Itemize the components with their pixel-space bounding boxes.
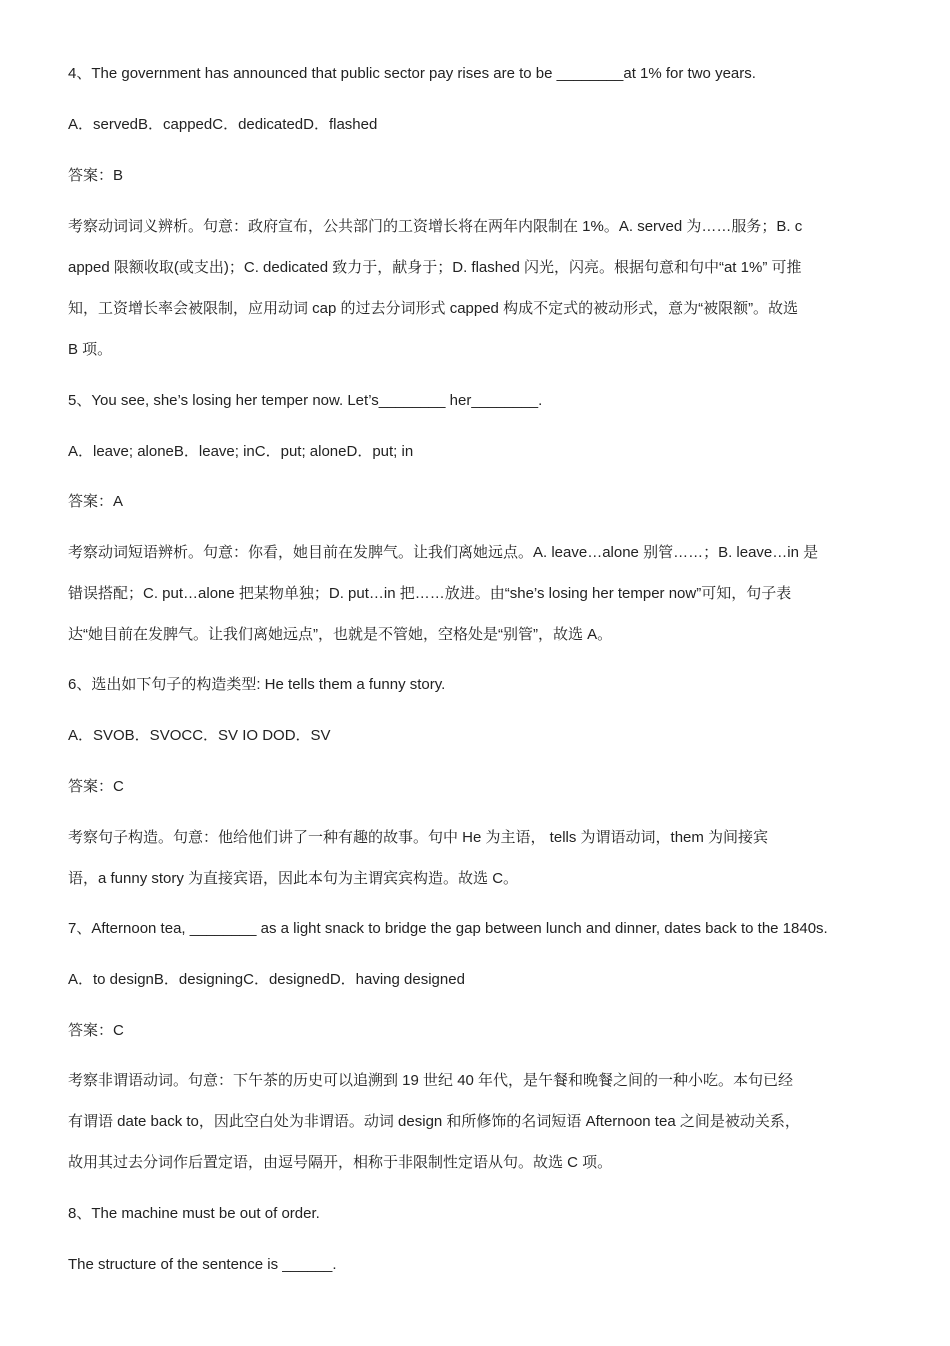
question-5-options: A．leave; aloneB．leave; inC．put; aloneD．put; in <box>68 443 414 460</box>
question-5-analysis-line: 考察动词短语辨析。句意：你看，她目前在发脾气。让我们离她远点。A. leave…alone 别管……；B. leave…in 是 <box>68 544 819 561</box>
question-4-analysis-line: apped 限额收取(或支出)；C. dedicated 致力于，献身于；D. flashed 闪光，闪亮。根据句意和句中“at 1%” 可推 <box>68 259 802 276</box>
question-7-options: A．to designB．designingC．designedD．having designed <box>68 971 465 988</box>
question-6-stem: 6、选出如下句子的构造类型: He tells them a funny story. <box>68 676 446 693</box>
question-8-stem: 8、The machine must be out of order. <box>68 1205 320 1222</box>
question-6-options: A．SVOB．SVOCC．SV IO DOD．SV <box>68 727 331 744</box>
question-5-stem: 5、You see, she’s losing her temper now. Let’s________ her________. <box>68 392 543 409</box>
question-7-analysis-line: 考察非谓语动词。句意：下午茶的历史可以追溯到 19 世纪 40 年代，是午餐和晚餐之间的一种小吃。本句已经 <box>68 1072 794 1089</box>
question-5-answer: 答案：A <box>68 493 124 510</box>
question-7-stem: 7、Afternoon tea, ________ as a light snack to bridge the gap between lunch and dinner, dates back to the 1840s. <box>68 920 828 937</box>
question-5-analysis-line: 达“她目前在发脾气。让我们离她远点”，也就是不管她，空格处是“别管”，故选 A。 <box>68 626 613 643</box>
question-4-analysis-line: 考察动词词义辨析。句意：政府宣布，公共部门的工资增长将在两年内限制在 1%。A. served 为……服务；B. c <box>68 218 803 235</box>
question-4-stem: 4、The government has announced that public sector pay rises are to be ________at 1% for two years. <box>68 65 756 82</box>
question-4-answer: 答案：B <box>68 167 124 184</box>
question-4-analysis-line: B 项。 <box>68 341 113 358</box>
question-8-subprompt: The structure of the sentence is ______. <box>68 1256 337 1273</box>
question-7-answer: 答案：C <box>68 1022 124 1039</box>
question-6-analysis-line: 考察句子构造。句意：他给他们讲了一种有趣的故事。句中 He 为主语， tells 为谓语动词，them 为间接宾 <box>68 829 769 846</box>
question-6-answer: 答案：C <box>68 778 124 795</box>
question-4-options: A．servedB．cappedC．dedicatedD．flashed <box>68 116 378 133</box>
question-7-analysis-line: 故用其过去分词作后置定语，由逗号隔开，相称于非限制性定语从句。故选 C 项。 <box>68 1154 613 1171</box>
question-5-analysis-line: 错误搭配；C. put…alone 把某物单独；D. put…in 把……放进。由“she’s losing her temper now”可知，句子表 <box>68 585 792 602</box>
question-6-analysis-line: 语，a funny story 为直接宾语，因此本句为主谓宾宾构造。故选 C。 <box>68 870 519 887</box>
question-4-analysis-line: 知，工资增长率会被限制，应用动词 cap 的过去分词形式 capped 构成不定式的被动形式，意为“被限额”。故选 <box>68 300 799 317</box>
question-7-analysis-line: 有谓语 date back to，因此空白处为非谓语。动词 design 和所修饰的名词短语 Afternoon tea 之间是被动关系， <box>68 1113 800 1130</box>
